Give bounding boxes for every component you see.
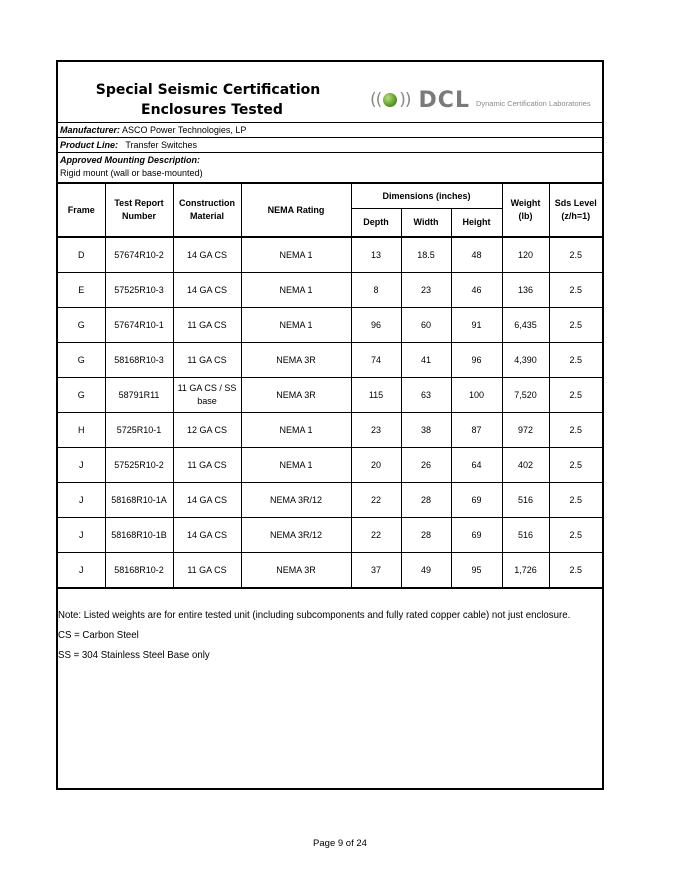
cell-material: 14 GA CS — [173, 237, 241, 273]
cell-sds: 2.5 — [549, 483, 602, 518]
cell-width: 23 — [401, 273, 451, 308]
cell-depth: 8 — [351, 273, 401, 308]
header-frame: Frame — [58, 184, 105, 238]
cell-nema: NEMA 1 — [241, 308, 351, 343]
logo-left-wave: (( — [370, 90, 382, 110]
note-cs: CS = Carbon Steel — [58, 629, 139, 641]
cell-nema: NEMA 3R/12 — [241, 483, 351, 518]
cell-depth: 115 — [351, 378, 401, 413]
logo-name: DCL — [418, 87, 470, 113]
cell-frame: G — [58, 378, 105, 413]
cell-report: 58168R10-1A — [105, 483, 173, 518]
cell-material: 14 GA CS — [173, 518, 241, 553]
mounting-value: Rigid mount (wall or base-mounted) — [60, 168, 203, 178]
cell-sds: 2.5 — [549, 308, 602, 343]
header-width: Width — [401, 209, 451, 238]
cell-height: 69 — [451, 518, 502, 553]
table-row — [58, 448, 602, 483]
manufacturer-value: ASCO Power Technologies, LP — [122, 125, 247, 135]
note-ss: SS = 304 Stainless Steel Base only — [58, 649, 210, 661]
note-weights: Note: Listed weights are for entire tested unit (including subcomponents and fully rated copper cable) not just enclosure. — [58, 609, 571, 621]
cell-width: 26 — [401, 448, 451, 483]
cell-frame: D — [58, 237, 105, 273]
dcl-logo — [370, 87, 591, 113]
cell-depth: 96 — [351, 308, 401, 343]
cell-report: 57525R10-3 — [105, 273, 173, 308]
cell-sds: 2.5 — [549, 553, 602, 589]
cell-sds: 2.5 — [549, 378, 602, 413]
cell-weight: 6,435 — [502, 308, 549, 343]
cell-weight: 972 — [502, 413, 549, 448]
cell-weight: 7,520 — [502, 378, 549, 413]
title-line-1: Special Seismic Certification — [95, 82, 321, 98]
table-row — [58, 308, 602, 343]
cell-height: 46 — [451, 273, 502, 308]
cell-nema: NEMA 1 — [241, 273, 351, 308]
cell-nema: NEMA 3R — [241, 378, 351, 413]
cell-nema: NEMA 3R/12 — [241, 518, 351, 553]
cell-report: 57674R10-1 — [105, 308, 173, 343]
table-row — [58, 237, 602, 273]
cell-report: 58791R11 — [105, 378, 173, 413]
cell-width: 28 — [401, 483, 451, 518]
cell-sds: 2.5 — [549, 413, 602, 448]
header-depth: Depth — [351, 209, 401, 238]
cell-width: 60 — [401, 308, 451, 343]
cell-sds: 2.5 — [549, 448, 602, 483]
cell-height: 96 — [451, 343, 502, 378]
cell-nema: NEMA 3R — [241, 343, 351, 378]
sheet-header — [58, 62, 602, 123]
cell-height: 100 — [451, 378, 502, 413]
cell-frame: E — [58, 273, 105, 308]
header-weight: Weight (lb) — [502, 184, 549, 238]
cell-sds: 2.5 — [549, 273, 602, 308]
table-row — [58, 518, 602, 553]
cell-material: 12 GA CS — [173, 413, 241, 448]
cell-material: 14 GA CS — [173, 273, 241, 308]
cell-height: 64 — [451, 448, 502, 483]
cell-frame: J — [58, 483, 105, 518]
notes — [58, 589, 602, 665]
product-line-row — [58, 138, 602, 153]
cell-weight: 516 — [502, 483, 549, 518]
certification-sheet — [56, 60, 604, 790]
cell-weight: 120 — [502, 237, 549, 273]
cell-nema: NEMA 1 — [241, 237, 351, 273]
product-line-value: Transfer Switches — [125, 140, 198, 150]
header-height: Height — [451, 209, 502, 238]
cell-sds: 2.5 — [549, 237, 602, 273]
cell-width: 28 — [401, 518, 451, 553]
cell-depth: 22 — [351, 483, 401, 518]
cell-depth: 23 — [351, 413, 401, 448]
cell-width: 41 — [401, 343, 451, 378]
manufacturer-row — [58, 123, 602, 138]
cell-height: 48 — [451, 237, 502, 273]
enclosures-table — [58, 183, 602, 589]
cell-report: 5725R10-1 — [105, 413, 173, 448]
header-dimensions: Dimensions (inches) — [351, 184, 502, 209]
mounting-label: Approved Mounting Description: — [60, 155, 200, 165]
logo-right-wave: )) — [399, 90, 411, 110]
cell-nema: NEMA 3R — [241, 553, 351, 589]
table-body — [58, 237, 602, 588]
table-row — [58, 273, 602, 308]
cell-depth: 22 — [351, 518, 401, 553]
cell-depth: 37 — [351, 553, 401, 589]
cell-height: 87 — [451, 413, 502, 448]
cell-report: 57525R10-2 — [105, 448, 173, 483]
cell-nema: NEMA 1 — [241, 448, 351, 483]
page-number: Page 9 of 24 — [313, 838, 367, 849]
cell-height: 91 — [451, 308, 502, 343]
cell-height: 69 — [451, 483, 502, 518]
product-line-label: Product Line: — [60, 140, 118, 150]
cell-report: 58168R10-2 — [105, 553, 173, 589]
cell-nema: NEMA 1 — [241, 413, 351, 448]
header-test-report: Test Report Number — [105, 184, 173, 238]
cell-weight: 516 — [502, 518, 549, 553]
cell-width: 18.5 — [401, 237, 451, 273]
logo-subtitle: Dynamic Certification Laboratories — [475, 98, 591, 108]
cell-frame: J — [58, 553, 105, 589]
manufacturer-label: Manufacturer: — [60, 125, 121, 135]
cell-frame: G — [58, 343, 105, 378]
table-row — [58, 483, 602, 518]
cell-report: 57674R10-2 — [105, 237, 173, 273]
cell-depth: 74 — [351, 343, 401, 378]
cell-material: 11 GA CS / SS base — [173, 378, 241, 413]
cell-depth: 20 — [351, 448, 401, 483]
cell-depth: 13 — [351, 237, 401, 273]
title-line-2: Enclosures Tested — [141, 102, 283, 118]
cell-sds: 2.5 — [549, 518, 602, 553]
header-construction: Construction Material — [173, 184, 241, 238]
cell-material: 11 GA CS — [173, 343, 241, 378]
cell-weight: 1,726 — [502, 553, 549, 589]
cell-report: 58168R10-3 — [105, 343, 173, 378]
table-row — [58, 413, 602, 448]
table-row — [58, 378, 602, 413]
table-row — [58, 343, 602, 378]
sheet-title — [58, 80, 358, 120]
cell-sds: 2.5 — [549, 343, 602, 378]
logo-green-dot-icon — [383, 93, 397, 107]
cell-weight: 136 — [502, 273, 549, 308]
cell-width: 63 — [401, 378, 451, 413]
header-nema: NEMA Rating — [241, 184, 351, 238]
cell-width: 49 — [401, 553, 451, 589]
cell-height: 95 — [451, 553, 502, 589]
cell-weight: 4,390 — [502, 343, 549, 378]
cell-width: 38 — [401, 413, 451, 448]
cell-report: 58168R10-1B — [105, 518, 173, 553]
cell-weight: 402 — [502, 448, 549, 483]
table-row — [58, 553, 602, 589]
cell-frame: G — [58, 308, 105, 343]
cell-material: 11 GA CS — [173, 308, 241, 343]
header-sds: Sds Level (z/h=1) — [549, 184, 602, 238]
cell-frame: J — [58, 448, 105, 483]
cell-material: 14 GA CS — [173, 483, 241, 518]
cell-frame: J — [58, 518, 105, 553]
mounting-row — [58, 153, 602, 183]
cell-frame: H — [58, 413, 105, 448]
cell-material: 11 GA CS — [173, 553, 241, 589]
cell-material: 11 GA CS — [173, 448, 241, 483]
